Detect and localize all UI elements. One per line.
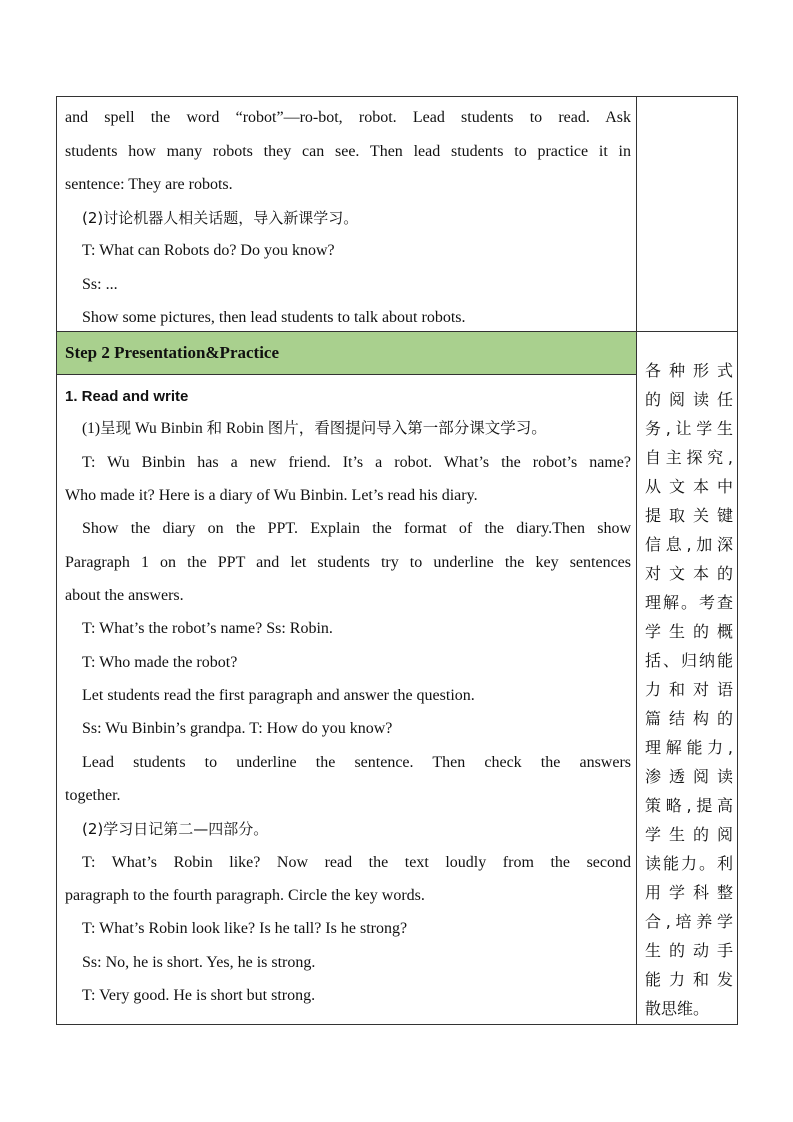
note-line: 的阅读任 (645, 390, 733, 409)
intro-line: T: What can Robots do? Do you know? (82, 242, 335, 259)
note-line: 合,培养学 (645, 912, 733, 931)
intro-line: Ss: ... (82, 276, 118, 293)
intro-line: and spell the word “robot”—ro-bot, robot. Lead students to read. Ask (65, 109, 631, 126)
note-line: 括、归纳能 (645, 651, 733, 670)
note-line: 从文本中 (645, 477, 733, 496)
body-line: T: What’s Robin look like? Is he tall? Is he strong? (82, 920, 408, 937)
note-line: 务,让学生 (645, 419, 733, 438)
note-line: 提取关键 (645, 506, 733, 525)
body-line: Paragraph 1 on the PPT and let students try to underline the key sentences (65, 554, 631, 571)
note-line: 力和对语 (645, 680, 733, 699)
body-line: paragraph to the fourth paragraph. Circle the key words. (65, 887, 425, 904)
body-line: together. (65, 787, 121, 804)
note-line: 信息,加深 (645, 535, 733, 554)
body-line: Lead students to underline the sentence. Then check the answers (82, 754, 631, 771)
body-line: Ss: No, he is short. Yes, he is strong. (82, 954, 316, 971)
step-header-divider (57, 374, 636, 375)
note-line: 自主探究, (645, 448, 733, 467)
intro-line: Show some pictures, then lead students to talk about robots. (82, 309, 466, 326)
note-line: 生的动手 (645, 941, 733, 960)
note-line: 学生的阅 (645, 825, 733, 844)
note-line: 理解能力, (645, 738, 733, 757)
note-line: 学生的概 (645, 622, 733, 641)
intro-line: sentence: They are robots. (65, 176, 233, 193)
note-line: 渗透阅读 (645, 767, 733, 786)
body-line: T: What’s Robin like? Now read the text loudly from the second (82, 854, 631, 871)
body-line: T: Who made the robot? (82, 654, 238, 671)
intro-line: (2)讨论机器人相关话题，导入新课学习。 (82, 209, 359, 227)
body-line: (1)呈现 Wu Binbin 和 Robin 图片，看图提问导入第一部分课文学习。 (82, 420, 547, 437)
note-line: 散思维。 (645, 999, 710, 1018)
note-line: 用学科整 (645, 883, 733, 902)
note-line: 策略,提高 (645, 796, 733, 815)
section-subtitle: 1. Read and write (65, 388, 189, 405)
intro-line: students how many robots they can see. Then lead students to practice it in (65, 143, 631, 160)
note-line: 篇结构的 (645, 709, 733, 728)
note-line: 各种形式 (645, 361, 733, 380)
note-line: 理解。考查 (645, 593, 733, 612)
note-line: 能力和发 (645, 970, 733, 989)
body-line: Who made it? Here is a diary of Wu Binbin. Let’s read his diary. (65, 487, 478, 504)
design-intent-note (645, 356, 733, 1023)
body-line: Ss: Wu Binbin’s grandpa. T: How do you know? (82, 720, 393, 737)
body-line: (2)学习日记第二—四部分。 (82, 820, 269, 838)
body-line: about the answers. (65, 587, 184, 604)
note-line: 对文本的 (645, 564, 733, 583)
body-line: Show the diary on the PPT. Explain the format of the diary.Then show (82, 520, 631, 537)
body-line: T: What’s the robot’s name? Ss: Robin. (82, 620, 333, 637)
note-line: 读能力。利 (645, 854, 733, 873)
body-line: T: Wu Binbin has a new friend. It’s a robot. What’s the robot’s name? (82, 454, 631, 471)
step-title: Step 2 Presentation&Practice (65, 343, 280, 362)
body-line: Let students read the first paragraph and answer the question. (82, 687, 475, 704)
column-divider (636, 97, 637, 1024)
body-line: T: Very good. He is short but strong. (82, 987, 316, 1004)
lesson-plan-table (56, 96, 738, 1025)
